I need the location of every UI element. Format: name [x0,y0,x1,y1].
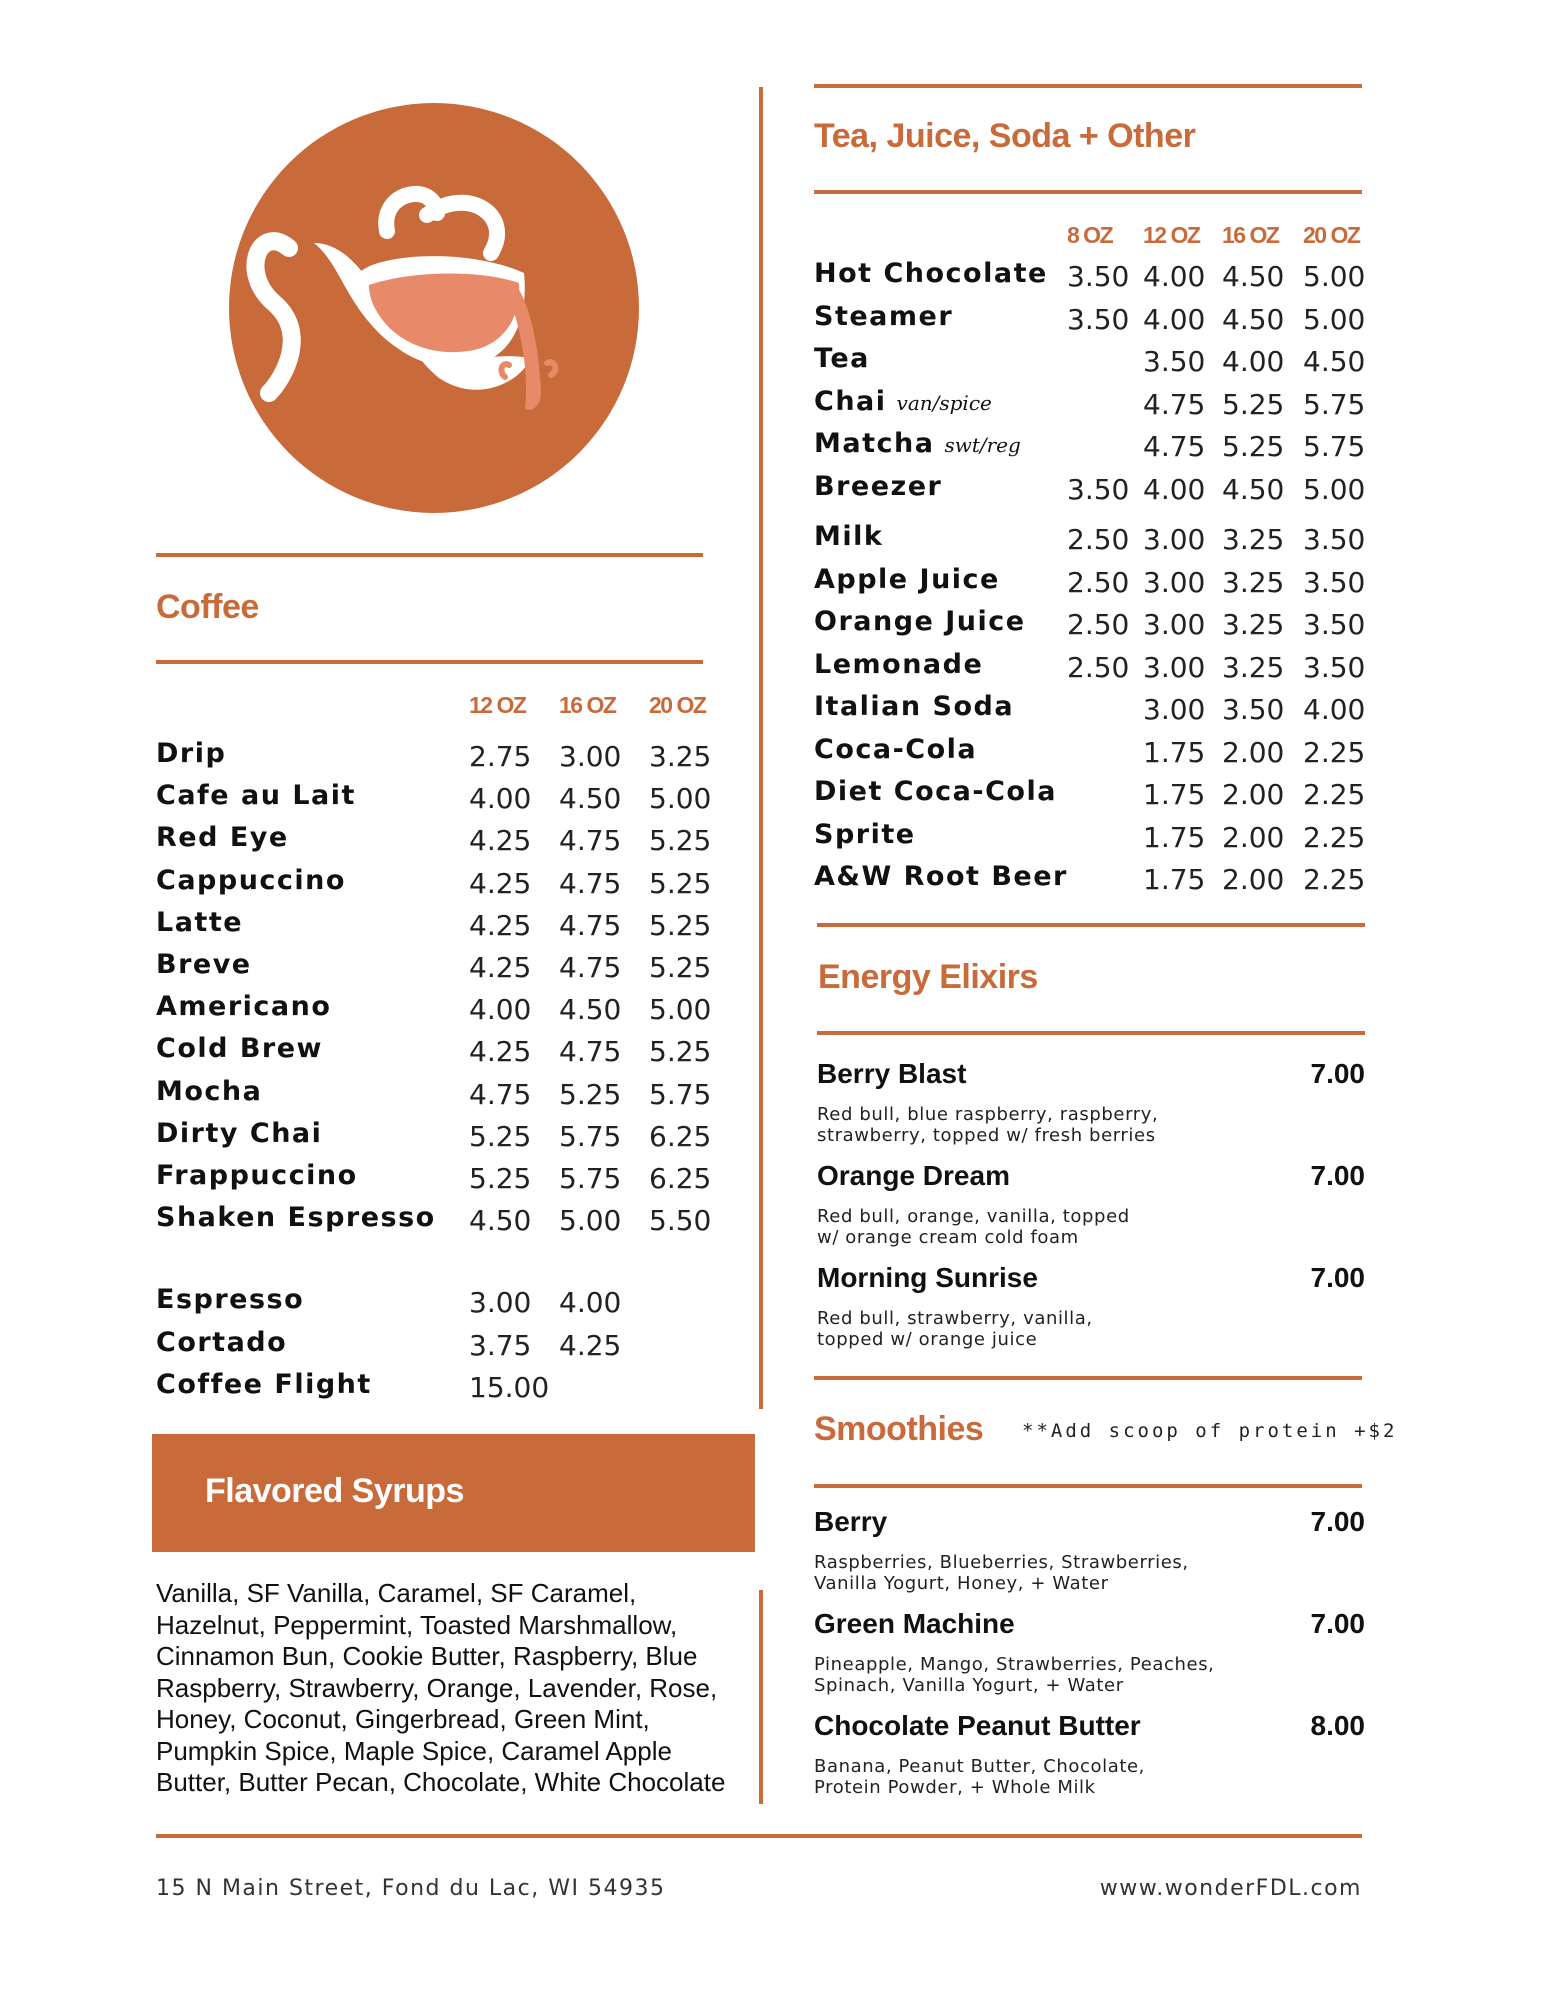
coffee-size-header: 12 OZ [469,692,526,718]
tea-item-name [814,606,1026,637]
smoothies-item-price: 7.00 [1310,1608,1365,1639]
tea-item-label: Italian Soda [814,691,1015,722]
coffee-item-price: 5.25 [469,1119,532,1153]
tea-item-price: 3.50 [1303,523,1366,556]
smoothies-item-price: 8.00 [1310,1710,1365,1741]
coffee-item-price: 4.75 [469,1077,532,1111]
coffee-item-price: 5.25 [649,908,712,942]
smoothies-desc-line: Protein Powder, + Whole Milk [814,1777,1096,1798]
coffee-item-name: Drip [156,738,227,769]
tea-item-name [814,734,977,765]
tea-item-price: 3.25 [1222,565,1285,599]
tea-item-name [814,343,870,374]
tea-item-price: 4.00 [1143,302,1206,336]
coffee-top-rule [156,553,703,557]
tea-item-label: Sprite [814,818,916,850]
coffee-item-name: Shaken Espresso [156,1202,436,1234]
coffee-item-price: 5.25 [559,1077,622,1111]
energy-desc-line: Red bull, strawberry, vanilla, [817,1308,1093,1329]
coffee-item-name: Frappuccino [156,1160,358,1191]
tea-item-name [814,301,953,332]
tea-item-price: 3.50 [1143,345,1206,378]
tea-item-label: Orange Juice [814,606,1026,637]
tea-item-price: 4.75 [1143,387,1206,421]
energy-desc-line: w/ orange cream cold foam [817,1227,1079,1248]
tea-item-price: 2.50 [1067,565,1130,599]
coffee-item-price: 4.00 [469,782,532,816]
tea-item-price: 4.75 [1143,430,1206,463]
tea-item-price: 2.50 [1067,523,1130,556]
energy-top-rule [817,923,1365,927]
coffee-bottom-rule [156,660,703,664]
tea-size-header: 16 OZ [1222,222,1279,248]
tea-size-header: 12 OZ [1143,222,1200,248]
energy-item-price: 7.00 [1310,1058,1365,1089]
coffee-item-price: 5.50 [649,1204,712,1238]
smoothies-item-price: 7.00 [1310,1506,1365,1537]
syrup-line: Butter, Butter Pecan, Chocolate, White Chocolate [156,1767,726,1797]
coffee-item-price: 5.00 [559,1204,622,1238]
coffee-item-name: Cortado [156,1326,288,1358]
energy-desc-line: Red bull, orange, vanilla, topped [817,1206,1130,1227]
energy-desc-line: Red bull, blue raspberry, raspberry, [817,1104,1159,1125]
coffee-item-name: Coffee Flight [156,1368,372,1400]
tea-item-price: 2.25 [1303,735,1366,769]
footer-website: www.wonderFDL.com [1099,1876,1362,1901]
tea-item-note: van/spice [896,390,992,415]
coffee-item-price: 4.75 [559,908,622,942]
smoothies-item-desc [814,1756,1234,1798]
coffee-size-header: 20 OZ [649,692,706,718]
tea-item-price: 5.00 [1303,260,1366,293]
tea-title: Tea, Juice, Soda + Other [814,117,1196,155]
tea-item-price: 3.50 [1067,260,1130,293]
coffee-item-price: 6.25 [649,1162,712,1195]
energy-bottom-rule [817,1031,1365,1035]
tea-item-price: 3.50 [1303,650,1366,684]
tea-item-price: 4.50 [1303,345,1366,378]
tea-item-price: 5.75 [1303,430,1366,463]
coffee-item-price: 2.75 [469,740,532,773]
coffee-item-price: 4.00 [469,993,532,1027]
coffee-item-name: Red Eye [156,822,289,854]
coffee-item-price: 4.25 [559,1328,622,1362]
coffee-item-price: 5.00 [649,782,712,816]
syrup-line: Hazelnut, Peppermint, Toasted Marshmallow, [156,1609,678,1640]
coffee-item-price: 5.25 [649,866,712,900]
smoothies-desc-line: Raspberries, Blueberries, Strawberries, [814,1552,1189,1573]
coffee-item-price: 5.25 [649,951,712,984]
coffee-item-name: Dirty Chai [156,1117,323,1149]
coffee-item-price: 4.50 [559,782,622,816]
energy-title: Energy Elixirs [818,958,1038,996]
syrup-line: Honey, Coconut, Gingerbread, Green Mint, [156,1704,650,1734]
coffee-item-price: 3.25 [649,740,712,773]
tea-item-price: 5.00 [1303,472,1366,506]
tea-item-price: 3.00 [1143,523,1206,556]
coffee-item-price: 6.25 [649,1119,712,1153]
tea-item-label: A&W Root Beer [814,861,1068,892]
energy-item-name: Orange Dream [817,1160,1010,1191]
tea-item-price: 3.25 [1222,650,1285,684]
tea-item-label: Chai [814,385,887,417]
smoothies-item-desc [814,1654,1234,1696]
coffee-item-price: 4.25 [469,951,532,984]
footer-address: 15 N Main Street, Fond du Lac, WI 54935 [156,1876,666,1901]
coffee-item-price: 4.75 [559,866,622,900]
syrup-line: Cinnamon Bun, Cookie Butter, Raspberry, Blue [156,1641,698,1671]
smoothies-protein-note: **Add scoop of protein +$2 [1022,1420,1398,1442]
tea-item-price: 3.50 [1222,693,1285,726]
energy-item-desc [817,1104,1237,1146]
energy-item-price: 7.00 [1310,1160,1365,1191]
coffee-cup-logo [229,103,639,513]
tea-item-name [814,258,1048,289]
smoothies-item-desc [814,1552,1234,1594]
tea-item-price: 3.50 [1067,472,1130,506]
tea-item-price: 3.25 [1222,608,1285,641]
coffee-item-price: 15.00 [469,1370,550,1404]
tea-item-price: 3.00 [1143,650,1206,684]
smoothies-desc-line: Pineapple, Mango, Strawberries, Peaches, [814,1654,1215,1675]
tea-item-label: Coca-Cola [814,733,978,765]
footer-rule [156,1834,1362,1838]
tea-item-price: 3.50 [1303,565,1366,599]
energy-item-name: Berry Blast [817,1058,967,1089]
tea-item-price: 5.00 [1303,302,1366,336]
smoothies-item-name: Chocolate Peanut Butter [814,1710,1141,1741]
tea-item-label: Hot Chocolate [814,258,1048,289]
coffee-item-name: Breve [156,949,252,980]
tea-item-name [814,776,1057,807]
coffee-size-header: 16 OZ [559,692,616,718]
coffee-item-price: 3.00 [559,740,622,773]
tea-bottom-rule [814,190,1362,194]
coffee-item-name: Cappuccino [156,864,346,896]
tea-item-label: Tea [814,343,870,374]
coffee-item-price: 5.75 [559,1162,622,1195]
tea-item-price: 2.50 [1067,650,1130,684]
coffee-item-price: 4.75 [559,1035,622,1069]
tea-item-price: 3.00 [1143,693,1206,726]
tea-item-price: 1.75 [1143,778,1206,811]
tea-item-price: 4.50 [1222,260,1285,293]
tea-item-price: 2.00 [1222,863,1285,896]
tea-item-price: 5.75 [1303,387,1366,421]
smoothies-top-rule [814,1376,1362,1380]
energy-item-desc [817,1206,1237,1248]
coffee-item-price: 5.75 [559,1119,622,1153]
tea-size-header: 20 OZ [1303,222,1360,248]
coffee-item-name: Cafe au Lait [156,780,356,812]
tea-item-price: 2.25 [1303,778,1366,811]
smoothies-item-name: Berry [814,1506,888,1537]
tea-item-price: 5.25 [1222,430,1285,463]
tea-item-label: Matcha [814,428,935,459]
smoothies-item-name: Green Machine [814,1608,1015,1639]
coffee-item-price: 4.50 [559,993,622,1027]
center-divider [759,87,763,1409]
tea-item-name [814,691,1014,722]
smoothies-desc-line: Banana, Peanut Butter, Chocolate, [814,1756,1145,1777]
coffee-item-price: 4.25 [469,866,532,900]
tea-item-price: 4.00 [1143,472,1206,506]
tea-item-label: Lemonade [814,648,984,680]
tea-item-label: Milk [814,521,884,552]
smoothies-bottom-rule [814,1484,1362,1488]
tea-item-price: 3.50 [1303,608,1366,641]
tea-item-price: 4.00 [1222,345,1285,378]
coffee-item-name: Latte [156,906,244,938]
tea-item-name [814,471,942,502]
tea-item-name [814,564,1000,595]
coffee-item-price: 4.25 [469,824,532,858]
coffee-title: Coffee [156,588,259,626]
tea-item-price: 2.00 [1222,778,1285,811]
tea-item-name [814,861,1068,892]
tea-item-price: 3.00 [1143,608,1206,641]
tea-item-price: 3.25 [1222,523,1285,556]
tea-item-price: 2.50 [1067,608,1130,641]
syrups-list [156,1578,725,1799]
coffee-item-price: 4.25 [469,908,532,942]
tea-item-price: 1.75 [1143,820,1206,854]
coffee-item-name: Espresso [156,1284,305,1316]
coffee-item-price: 5.25 [469,1162,532,1195]
tea-item-name [814,386,992,417]
coffee-item-price: 4.25 [469,1035,532,1069]
tea-item-price: 2.00 [1222,820,1285,854]
tea-item-name [814,521,883,552]
tea-item-label: Breezer [814,470,943,502]
coffee-item-name: Americano [156,991,332,1023]
syrup-line: Vanilla, SF Vanilla, Caramel, SF Caramel, [156,1578,637,1608]
tea-item-name [814,428,1021,459]
tea-item-price: 4.00 [1303,693,1366,726]
smoothies-desc-line: Vanilla Yogurt, Honey, + Water [814,1573,1109,1594]
energy-item-name: Morning Sunrise [817,1262,1038,1293]
tea-item-price: 2.00 [1222,735,1285,769]
tea-item-label: Apple Juice [814,563,1000,595]
coffee-item-price: 4.50 [469,1204,532,1238]
tea-item-price: 5.25 [1222,387,1285,421]
tea-size-header: 8 OZ [1067,222,1113,248]
coffee-item-price: 4.75 [559,824,622,858]
tea-item-price: 1.75 [1143,863,1206,896]
energy-item-price: 7.00 [1310,1262,1365,1293]
smoothies-desc-line: Spinach, Vanilla Yogurt, + Water [814,1675,1124,1696]
tea-item-name [814,649,983,680]
smoothies-title: Smoothies [814,1410,984,1448]
coffee-item-price: 5.00 [649,993,712,1027]
tea-item-price: 1.75 [1143,735,1206,769]
coffee-item-price: 3.75 [469,1328,532,1362]
energy-desc-line: strawberry, topped w/ fresh berries [817,1125,1156,1146]
tea-item-price: 4.50 [1222,472,1285,506]
syrups-title: Flavored Syrups [205,1472,464,1510]
tea-item-price: 3.00 [1143,565,1206,599]
coffee-item-price: 4.75 [559,951,622,984]
coffee-item-name: Cold Brew [156,1033,323,1065]
tea-item-price: 3.50 [1067,302,1130,336]
tea-item-price: 4.50 [1222,302,1285,336]
syrup-line: Raspberry, Strawberry, Orange, Lavender, Rose, [156,1672,718,1703]
coffee-item-price: 3.00 [469,1286,532,1320]
coffee-item-price: 5.75 [649,1077,712,1111]
tea-item-name [814,819,916,850]
coffee-item-price: 5.25 [649,1035,712,1069]
tea-item-label: Diet Coca-Cola [814,776,1057,807]
coffee-item-name: Mocha [156,1075,263,1107]
tea-item-note: swt/reg [944,433,1021,457]
coffee-item-price: 4.00 [559,1286,622,1320]
tea-item-price: 2.25 [1303,863,1366,896]
energy-item-desc [817,1308,1237,1350]
tea-item-label: Steamer [814,300,954,332]
energy-desc-line: topped w/ orange juice [817,1329,1038,1350]
tea-top-rule [814,84,1362,88]
tea-item-price: 2.25 [1303,820,1366,854]
center-divider-lower [759,1590,763,1804]
tea-item-price: 4.00 [1143,260,1206,293]
syrup-line: Pumpkin Spice, Maple Spice, Caramel Apple [156,1735,672,1766]
coffee-item-price: 5.25 [649,824,712,858]
